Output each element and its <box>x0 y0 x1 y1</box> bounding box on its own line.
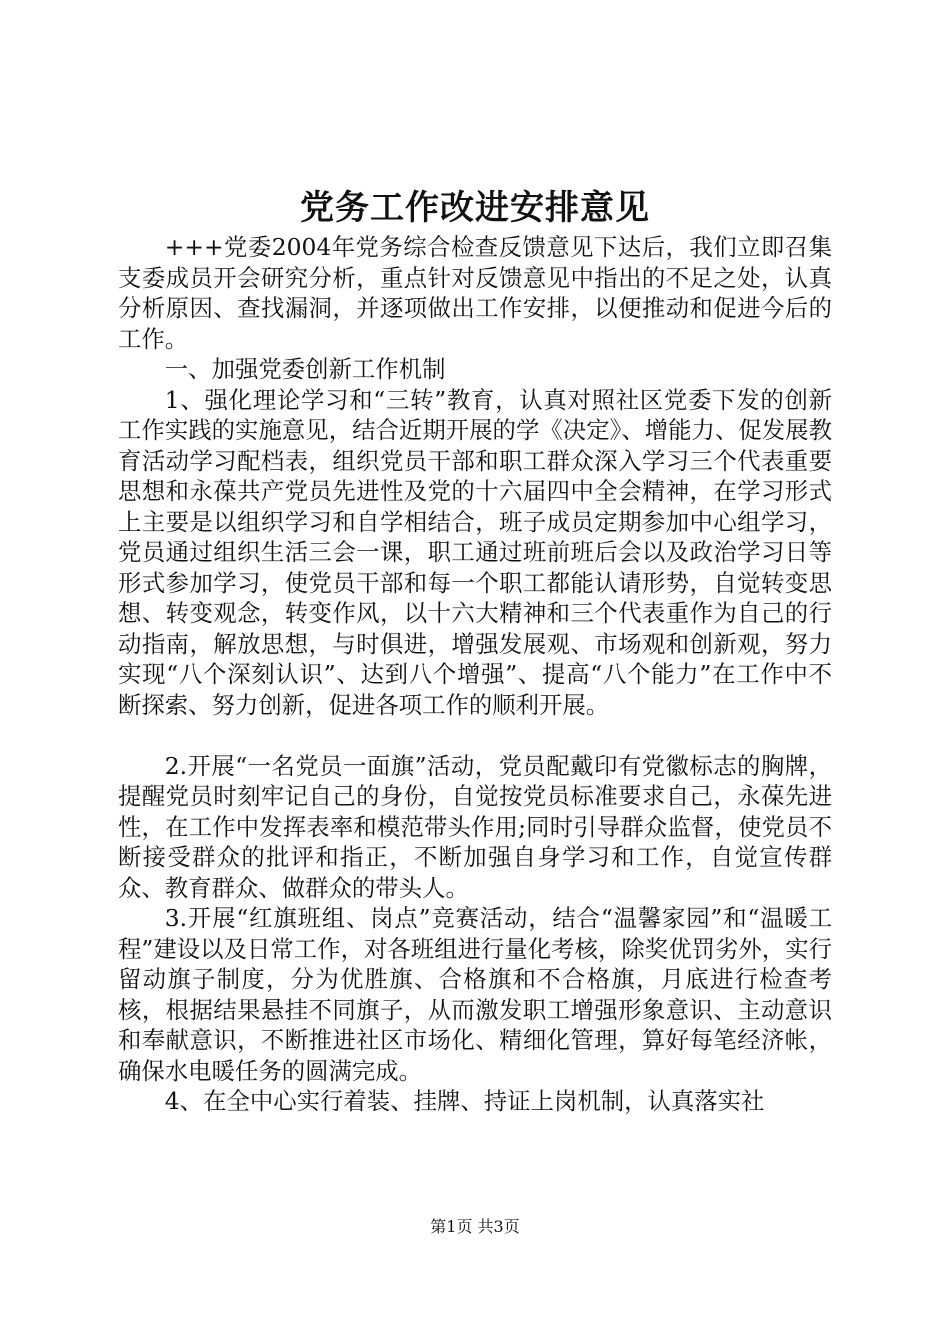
document-body <box>118 232 832 1117</box>
document-title: 党务工作改进安排意见 <box>300 188 650 228</box>
section-heading: 一、加强党委创新工作机制 <box>164 355 446 383</box>
paragraph-item-4: 4、在全中心实行着装、挂牌、持证上岗机制，认真落实社 <box>164 1087 765 1115</box>
paragraph-item-3: 3.开展“红旗班组、岗点”竞赛活动，结合“温馨家园”和“温暖工程”建设以及日常工作，对各班组进行量化考核，除奖优罚劣外，实行留动旗子制度，分为优胜旗、合格旗和不合格旗，月底进行检查考核，根据结果悬挂不同旗子，从而激发职工增强形象意识、主动意识和奉献意识，不断推进社区市场化、精细化管理，算好每笔经济帐，确保水电暖任务的圆满完成。 <box>118 904 832 1085</box>
paragraph-item-1: 1、强化理论学习和“三转”教育，认真对照社区党委下发的创新工作实践的实施意见，结合近期开展的学《决定》、增能力、促发展教育活动学习配档表，组织党员干部和职工群众深入学习三个代表重要思想和永葆共产党员先进性及党的十六届四中全会精神，在学习形式上主要是以组织学习和自学相结合，班子成员定期参加中心组学习，党员通过组织生活三会一课，职工通过班前班后会以及政治学习日等形式参加学习，使党员干部和每一个职工都能认请形势，自觉转变思想、转变观念，转变作风，以十六大精神和三个代表重作为自己的行动指南，解放思想，与时俱进，增强发展观、市场观和创新观，努力实现“八个深刻认识”、达到八个增强”、提高“八个能力”在工作中不断探索、努力创新，促进各项工作的顺利开展。 <box>118 385 832 719</box>
page-number-footer: 第1页 共3页 <box>430 1217 520 1236</box>
paragraph-item-2: 2.开展“一名党员一面旗”活动，党员配戴印有党徽标志的胸牌，提醒党员时刻牢记自己的身份，自觉按党员标准要求自己，永葆先进性，在工作中发挥表率和模范带头作用;同时引导群众监督，使党员不断接受群众的批评和指正，不断加强自身学习和工作，自觉宣传群众、教育群众、做群众的带头人。 <box>118 751 832 902</box>
paragraph-intro: +++党委2004年党务综合检查反馈意见下达后，我们立即召集支委成员开会研究分析，重点针对反馈意见中指出的不足之处，认真分析原因、查找漏洞，并逐项做出工作安排，以便推动和促进今后的工作。 <box>118 233 832 353</box>
